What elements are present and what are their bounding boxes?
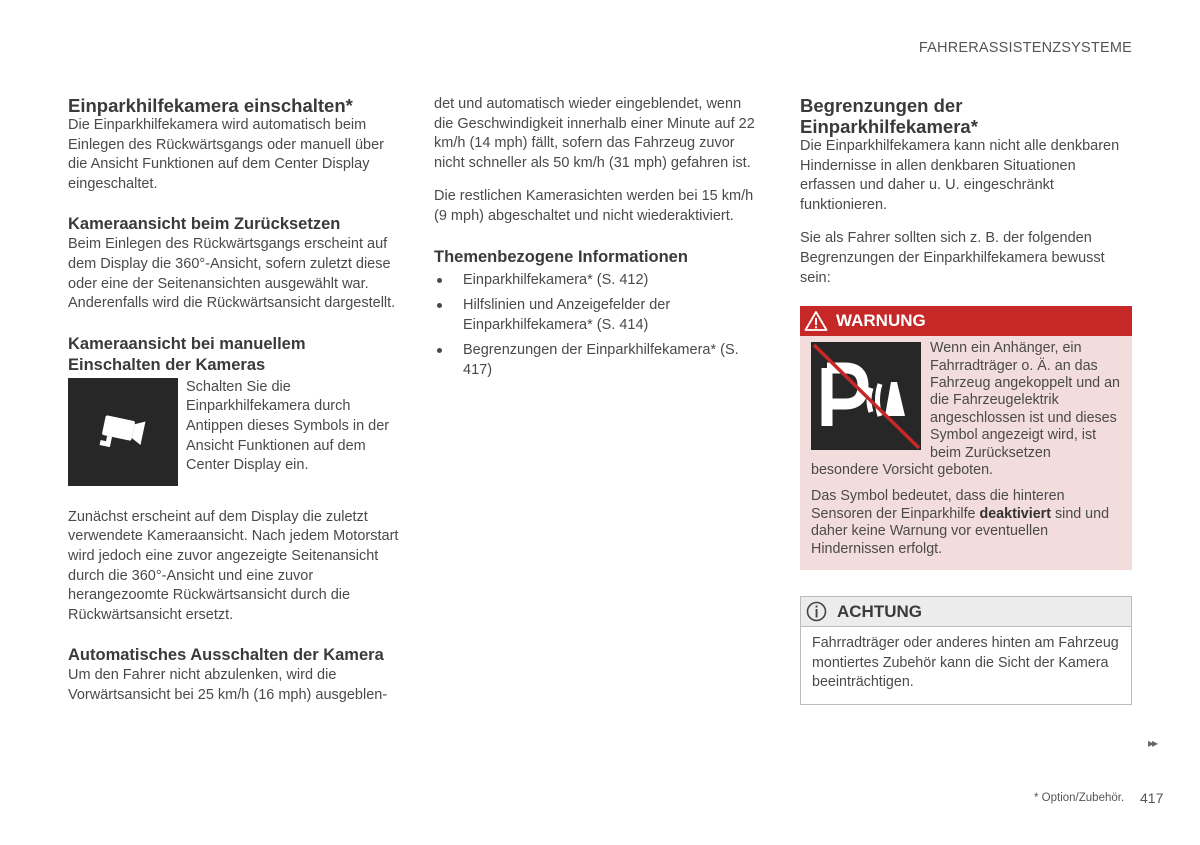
driver-awareness-paragraph: Sie als Fahrer sollten sich z. B. der folgenden Begrenzungen der Einparkhilfekamera bewusst sein:	[800, 230, 1105, 286]
warning-body	[800, 336, 1132, 558]
caution-label: ACHTUNG	[837, 601, 922, 621]
intro-paragraph: Die Einparkhilfekamera wird automatisch beim Einlegen des Rückwärtsgangs oder manuell über die Ansicht Funktionen auf dem Center Display eingeschaltet.	[68, 117, 384, 192]
warning-triangle-icon	[804, 310, 828, 332]
parking-symbol-image	[811, 342, 921, 450]
warning-text: Wenn ein Anhänger, ein Fahrradträger o. Ä. an das Fahrzeug angekoppelt und an die Fahrzeugelektrik angeschlossen ist und dieses Symbol angezeigt wird, ist beim Zurücksetzen besondere Vorsicht geboten.	[811, 340, 1120, 478]
heading-manual-view: Kameraansicht bei manuellem Einschalten der Kameras	[68, 334, 306, 374]
info-circle-icon	[806, 601, 827, 622]
camera-symbol-caption: Schalten Sie die Einparkhilfekamera durch Antippen dieses Symbols in der Ansicht Funktionen auf dem Center Display ein.	[186, 378, 390, 474]
reverse-view-paragraph: Beim Einlegen des Rückwärtsgangs erscheint auf dem Display die 360°-Ansicht, sofern zuletzt diese oder eine der Seitenansichten ausgewählt war. Anderenfalls wird die Rückwärtsansicht dargestellt.	[68, 236, 396, 312]
other-cameras-paragraph: Die restlichen Kamerasichten werden bei 15 km/h (9 mph) abgeschaltet und nicht wiederaktiviert.	[434, 188, 754, 224]
column-left	[68, 95, 400, 706]
warning-symbol-meaning	[811, 488, 1120, 558]
limits-paragraph: Die Einparkhilfekamera kann nicht alle denkbaren Hindernisse in allen denkbaren Situationen erfassen und daher u. U. eingeschränkt funktionieren.	[800, 138, 1120, 213]
related-links-list	[434, 271, 764, 381]
running-header: FAHRERASSISTENZSYSTEME	[918, 40, 1132, 56]
caution-header	[801, 597, 1131, 627]
warning-symbol-meaning-end: sind und daher keine Warnung vor eventuellen Hindernissen erfolgt.	[811, 505, 1110, 557]
footnote: * Option/Zubehör.	[1034, 792, 1125, 804]
caution-text: Fahrradträger oder anderes hinten am Fahrzeug montiertes Zubehör kann die Sicht der Kamera beeinträchtigen.	[812, 635, 1119, 691]
list-item[interactable]: Hilfslinien und Anzeigefelder der Einparkhilfekamera* (S. 414)	[434, 296, 764, 335]
auto-off-paragraph-start: Um den Fahrer nicht abzulenken, wird die Vorwärtsansicht bei 25 km/h (16 mph) ausgeblen-	[68, 667, 388, 703]
next-page-arrows-icon: ▸▸	[1148, 736, 1157, 750]
caution-box	[800, 596, 1132, 705]
heading-reverse-view: Kameraansicht beim Zurücksetzen	[68, 215, 341, 234]
list-item[interactable]: Begrenzungen der Einparkhilfekamera* (S. 417)	[434, 341, 764, 380]
auto-off-paragraph-cont: det und automatisch wieder eingeblendet, wenn die Geschwindigkeit innerhalb einer Minute auf 22 km/h (14 mph) fällt, sofern das Fahrzeug zuvor nicht schneller als 50 km/h (31 mph) gefahren ist.	[434, 96, 755, 171]
heading-limits: Begrenzungen der Einparkhilfekamera*	[800, 95, 978, 137]
column-right	[800, 95, 1132, 705]
camera-icon	[93, 407, 153, 457]
heading-related-info: Themenbezogene Informationen	[434, 247, 688, 266]
list-item[interactable]: Einparkhilfekamera* (S. 412)	[434, 271, 764, 291]
warning-box	[800, 306, 1132, 570]
caution-body	[801, 627, 1131, 704]
page-number: 417	[1140, 790, 1164, 806]
warning-label: WARNUNG	[836, 311, 926, 331]
heading-auto-off: Automatisches Ausschalten der Kamera	[68, 646, 384, 665]
camera-symbol-image	[68, 378, 178, 486]
column-middle	[434, 95, 764, 387]
parking-sensor-disabled-icon	[811, 342, 921, 450]
display-order-paragraph: Zunächst erscheint auf dem Display die zuletzt verwendete Kameraansicht. Nach jedem Motorstart wird jedoch eine zuvor angezeigte Seitenansicht durch die 360°-Ansicht und eine zuvor herangezoomte Rückwärtsansicht durch die Rückwärtsansicht ersetzt.	[68, 508, 399, 623]
heading-camera-on: Einparkhilfekamera einschalten*	[68, 95, 353, 116]
camera-symbol-figure	[68, 378, 400, 486]
warning-symbol-meaning-text: Das Symbol bedeutet, dass die hinteren Sensoren der Einparkhilfe	[811, 488, 1065, 522]
deactivated-emphasis: deaktiviert	[979, 505, 1052, 522]
warning-header	[800, 306, 1132, 336]
